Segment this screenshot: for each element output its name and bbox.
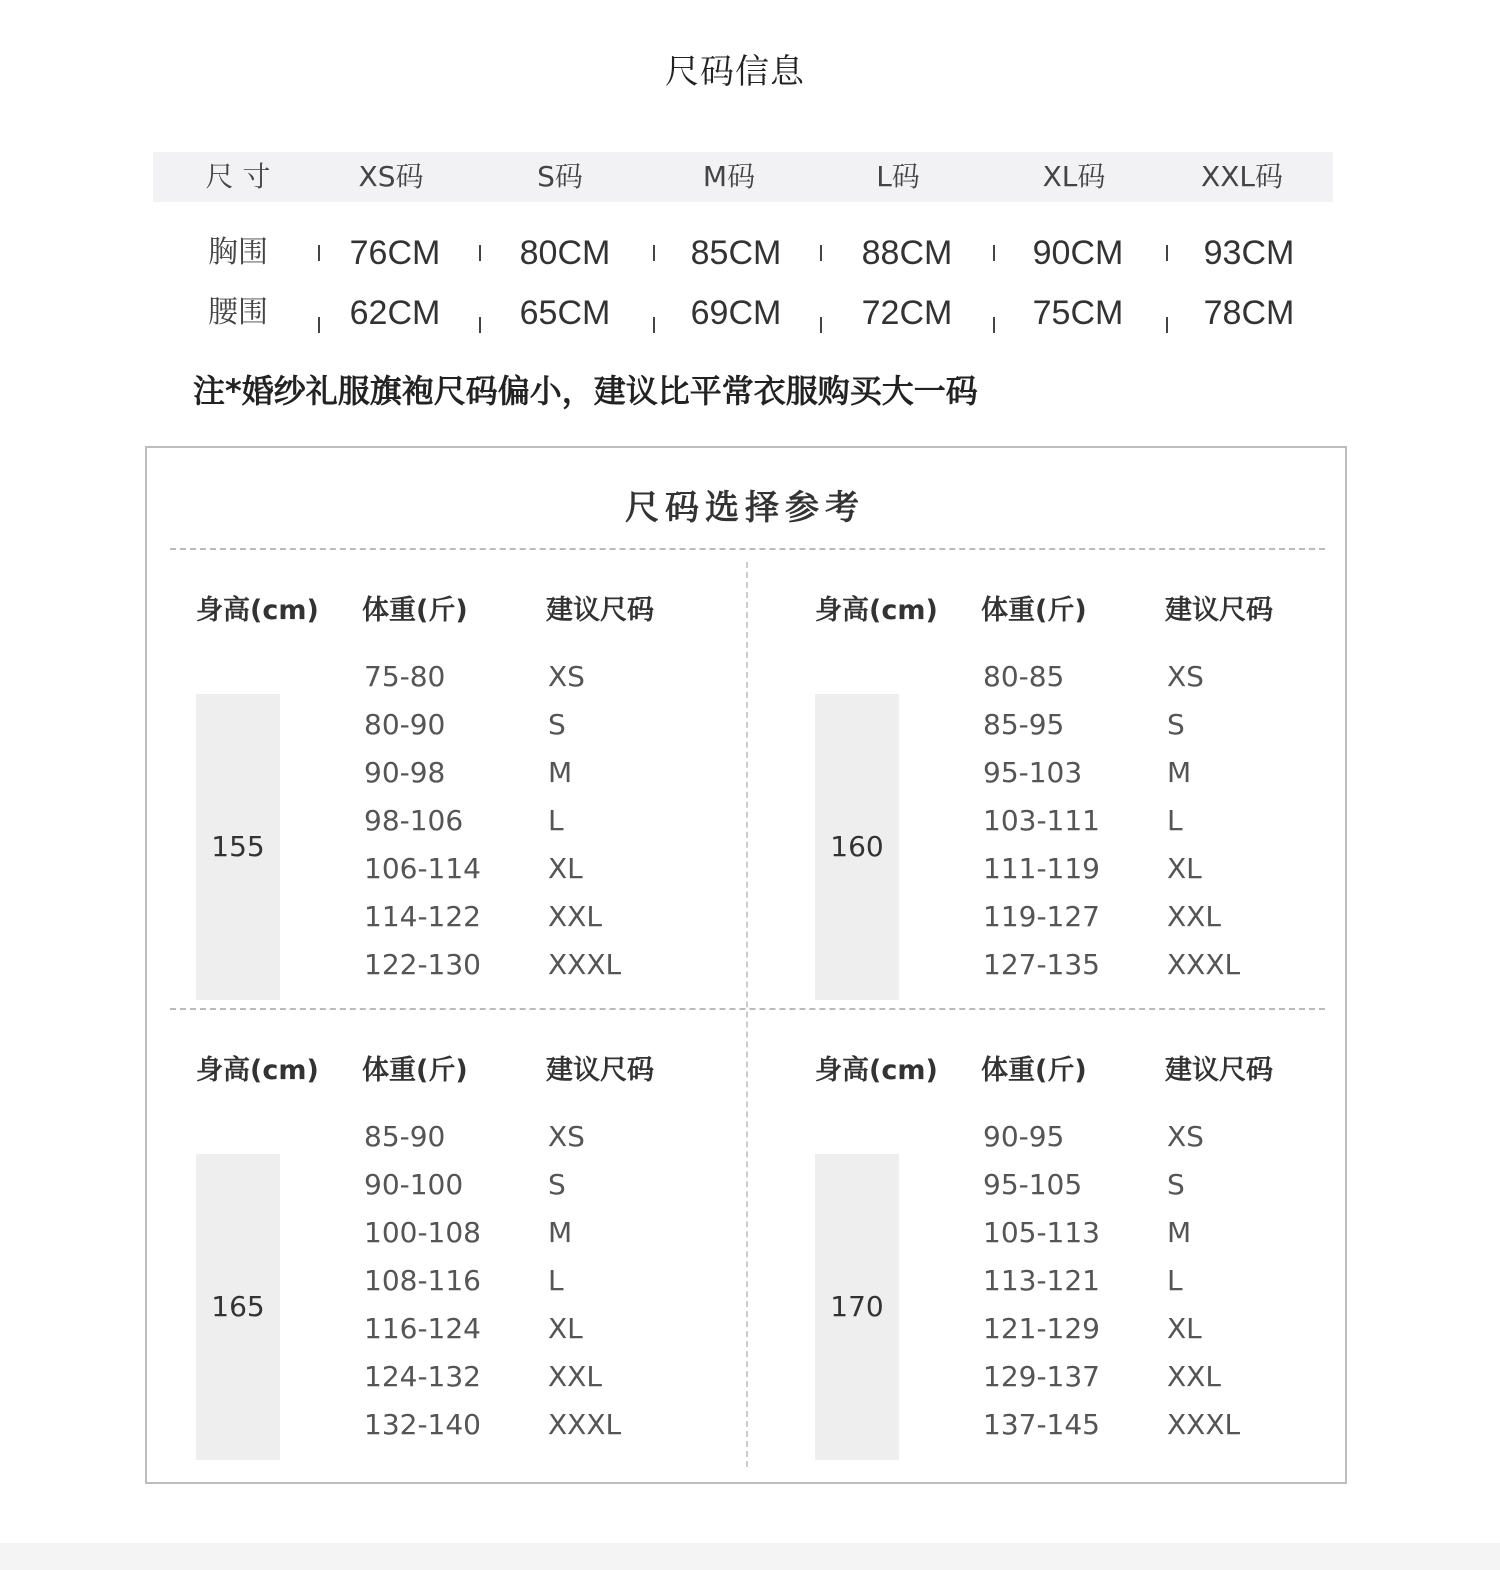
weight-range: 127-135: [983, 948, 1100, 981]
suggested-size: M: [548, 756, 573, 789]
weight-range: 75-80: [364, 660, 446, 693]
header-cell-s: S码: [537, 160, 583, 193]
row-label: 胸围: [208, 235, 268, 270]
reference-group: [168, 1048, 728, 1478]
header-cell-xl: XL码: [1042, 160, 1106, 193]
suggested-size: XXXL: [548, 1408, 622, 1441]
weight-range: 90-95: [983, 1120, 1065, 1153]
weight-range: 103-111: [983, 804, 1100, 837]
column-header: 身高(cm): [196, 595, 319, 626]
weight-range: 124-132: [364, 1360, 481, 1393]
suggested-size: M: [548, 1216, 573, 1249]
height-value: 155: [196, 694, 280, 1000]
size-value: 80CM: [519, 234, 611, 272]
suggested-size: XS: [1167, 1120, 1204, 1153]
size-value: 76CM: [349, 234, 441, 272]
weight-range: 114-122: [364, 900, 481, 933]
column-header: 身高(cm): [196, 1055, 319, 1086]
dashed-divider: [170, 548, 1325, 550]
column-header: 身高(cm): [815, 595, 938, 626]
suggested-size: XXXL: [1167, 948, 1241, 981]
row-label: 腰围: [208, 295, 268, 330]
size-value: 69CM: [690, 294, 782, 332]
size-value: 90CM: [1032, 234, 1124, 272]
header-cell-l: L码: [876, 160, 920, 193]
weight-range: 121-129: [983, 1312, 1100, 1345]
suggested-size: L: [1167, 804, 1183, 837]
weight-range: 90-98: [364, 756, 446, 789]
suggested-size: M: [1167, 1216, 1192, 1249]
suggested-size: XL: [1167, 852, 1202, 885]
column-header: 体重(斤): [362, 595, 468, 626]
weight-range: 100-108: [364, 1216, 481, 1249]
weight-range: 122-130: [364, 948, 481, 981]
suggested-size: S: [548, 708, 566, 741]
weight-range: 90-100: [364, 1168, 464, 1201]
height-value: 170: [815, 1154, 899, 1460]
size-value: 75CM: [1032, 294, 1124, 332]
weight-range: 98-106: [364, 804, 464, 837]
weight-range: 80-90: [364, 708, 446, 741]
size-value: 93CM: [1203, 234, 1295, 272]
weight-range: 85-90: [364, 1120, 446, 1153]
suggested-size: S: [1167, 708, 1185, 741]
reference-group: [787, 1048, 1347, 1478]
bottom-band: [0, 1543, 1500, 1570]
weight-range: 137-145: [983, 1408, 1100, 1441]
size-row-waist: [153, 285, 1333, 341]
suggested-size: XS: [548, 1120, 585, 1153]
weight-range: 111-119: [983, 852, 1100, 885]
height-value: 165: [196, 1154, 280, 1460]
weight-range: 129-137: [983, 1360, 1100, 1393]
suggested-size: XXL: [1167, 900, 1221, 933]
suggested-size: S: [1167, 1168, 1185, 1201]
column-header: 建议尺码: [1165, 595, 1273, 626]
column-header: 体重(斤): [981, 595, 1087, 626]
suggested-size: XS: [548, 660, 585, 693]
header-cell-xs: XS码: [358, 160, 424, 193]
suggested-size: XS: [1167, 660, 1204, 693]
reference-group: [787, 588, 1347, 1018]
suggested-size: L: [1167, 1264, 1183, 1297]
size-value: 78CM: [1203, 294, 1295, 332]
size-row-chest: [153, 225, 1333, 281]
suggested-size: XXXL: [548, 948, 622, 981]
suggested-size: XL: [548, 1312, 583, 1345]
suggested-size: M: [1167, 756, 1192, 789]
column-header: 体重(斤): [362, 1055, 468, 1086]
reference-group: [168, 588, 728, 1018]
weight-range: 95-105: [983, 1168, 1083, 1201]
suggested-size: XXL: [548, 900, 602, 933]
column-header: 建议尺码: [546, 1055, 654, 1086]
column-header: 身高(cm): [815, 1055, 938, 1086]
weight-range: 119-127: [983, 900, 1100, 933]
suggested-size: XXL: [548, 1360, 602, 1393]
weight-range: 105-113: [983, 1216, 1100, 1249]
suggested-size: XL: [548, 852, 583, 885]
weight-range: 116-124: [364, 1312, 481, 1345]
dashed-divider: [746, 562, 748, 1467]
weight-range: 113-121: [983, 1264, 1100, 1297]
size-value: 88CM: [861, 234, 953, 272]
suggested-size: XXL: [1167, 1360, 1221, 1393]
weight-range: 106-114: [364, 852, 481, 885]
column-header: 建议尺码: [1165, 1055, 1273, 1086]
suggested-size: L: [548, 804, 564, 837]
weight-range: 80-85: [983, 660, 1065, 693]
header-cell-size: 尺 寸: [205, 160, 271, 193]
weight-range: 95-103: [983, 756, 1083, 789]
size-table-header: [153, 152, 1333, 202]
header-cell-m: M码: [702, 160, 756, 193]
page-title: 尺码信息: [665, 52, 805, 92]
reference-title: 尺码选择参考: [625, 488, 865, 528]
size-value: 62CM: [349, 294, 441, 332]
column-header: 体重(斤): [981, 1055, 1087, 1086]
suggested-size: XL: [1167, 1312, 1202, 1345]
column-header: 建议尺码: [546, 595, 654, 626]
header-cell-xxl: XXL码: [1201, 160, 1283, 193]
size-value: 72CM: [861, 294, 953, 332]
suggested-size: S: [548, 1168, 566, 1201]
suggested-size: XXXL: [1167, 1408, 1241, 1441]
suggested-size: L: [548, 1264, 564, 1297]
height-value: 160: [815, 694, 899, 1000]
size-value: 65CM: [519, 294, 611, 332]
size-value: 85CM: [690, 234, 782, 272]
size-note: 注*婚纱礼服旗袍尺码偏小，建议比平常衣服购买大一码: [193, 372, 978, 410]
weight-range: 85-95: [983, 708, 1065, 741]
weight-range: 108-116: [364, 1264, 481, 1297]
weight-range: 132-140: [364, 1408, 481, 1441]
